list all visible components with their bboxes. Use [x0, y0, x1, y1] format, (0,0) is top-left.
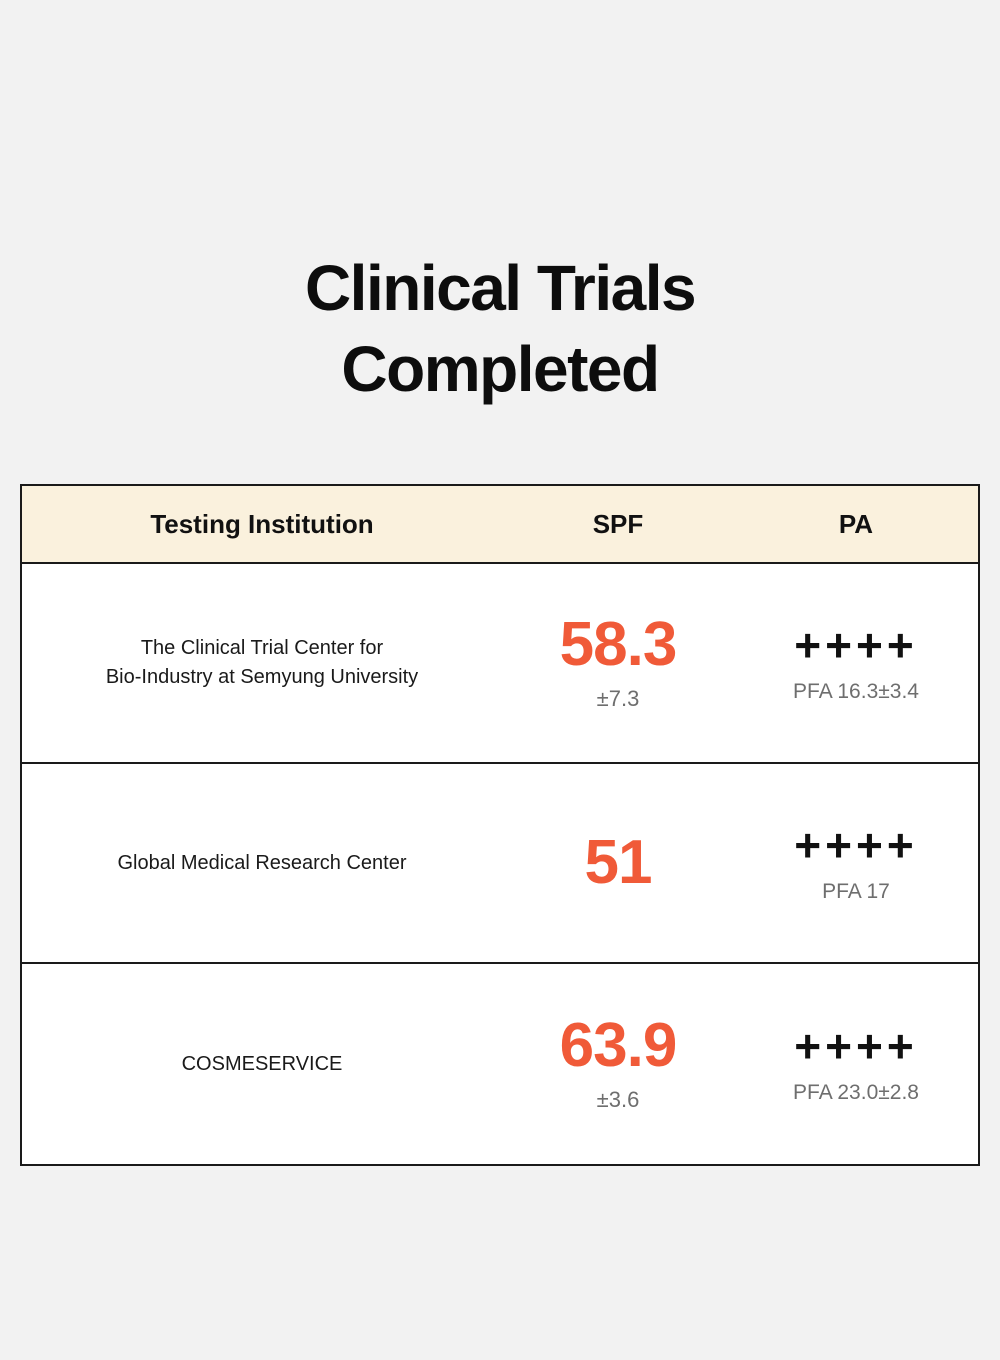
pa-grade: ++++ [794, 619, 918, 671]
spf-deviation: ±3.6 [596, 1087, 640, 1112]
pa-cell [734, 964, 978, 1164]
column-header-pa: PA [838, 508, 874, 539]
institution-name-line: Global Medical Research Center [117, 851, 407, 874]
institution-cell [22, 964, 502, 1164]
spf-value: 63.9 [559, 1011, 677, 1080]
pa-cell [734, 564, 978, 762]
clinical-trials-table [20, 484, 980, 1166]
table-header-row [22, 486, 978, 564]
pa-cell [734, 764, 978, 962]
spf-cell [502, 564, 734, 762]
pa-note: PFA 16.3±3.4 [793, 680, 919, 703]
column-header-institution: Testing Institution [150, 508, 374, 539]
institution-cell [22, 564, 502, 762]
column-header-spf: SPF [592, 508, 644, 539]
spf-value: 51 [584, 828, 652, 897]
page-title [0, 248, 1000, 411]
institution-name-line: Bio-Industry at Semyung University [105, 666, 419, 688]
page-title-line-2: Completed [341, 333, 659, 406]
pa-note: PFA 17 [822, 880, 890, 903]
table-row [22, 564, 978, 764]
pa-grade: ++++ [794, 1020, 918, 1072]
spf-value: 58.3 [559, 610, 677, 679]
spf-deviation: ±7.3 [596, 686, 640, 711]
spf-cell [502, 964, 734, 1164]
table-row [22, 764, 978, 964]
pa-grade: ++++ [794, 819, 918, 871]
pa-note: PFA 23.0±2.8 [793, 1081, 919, 1104]
institution-cell [22, 764, 502, 962]
page-title-line-1: Clinical Trials [304, 252, 696, 324]
institution-name-line: COSMESERVICE [181, 1052, 343, 1075]
spf-cell [502, 764, 734, 962]
table-row [22, 964, 978, 1164]
institution-name-line: The Clinical Trial Center for [140, 637, 384, 659]
